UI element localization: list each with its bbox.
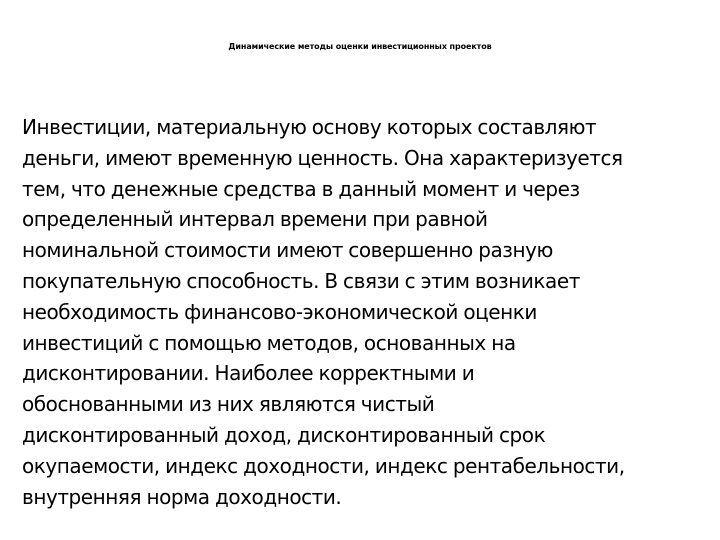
slide-body-text: Инвестиции, материальную основу которых составляют деньги, имеют временную ценность. Она характеризуется тем, что денежные средства в данный момент и через определенный интервал времени при равной номинальной стоимости имеют совершенно разную покупательную способность. В связи с этим возникает необходимость финансово-экономической оценки инвестиций с помощью методов, основанных на дисконтировании. Наиболее корректными и обоснованными из них являются чистый дисконтированный доход, дисконтированный срок окупаемости, индекс доходности, индекс рентабельности, внутренняя норма доходности. [22,115,625,509]
slide-title: Динамические методы оценки инвестиционных проектов [228,42,492,51]
